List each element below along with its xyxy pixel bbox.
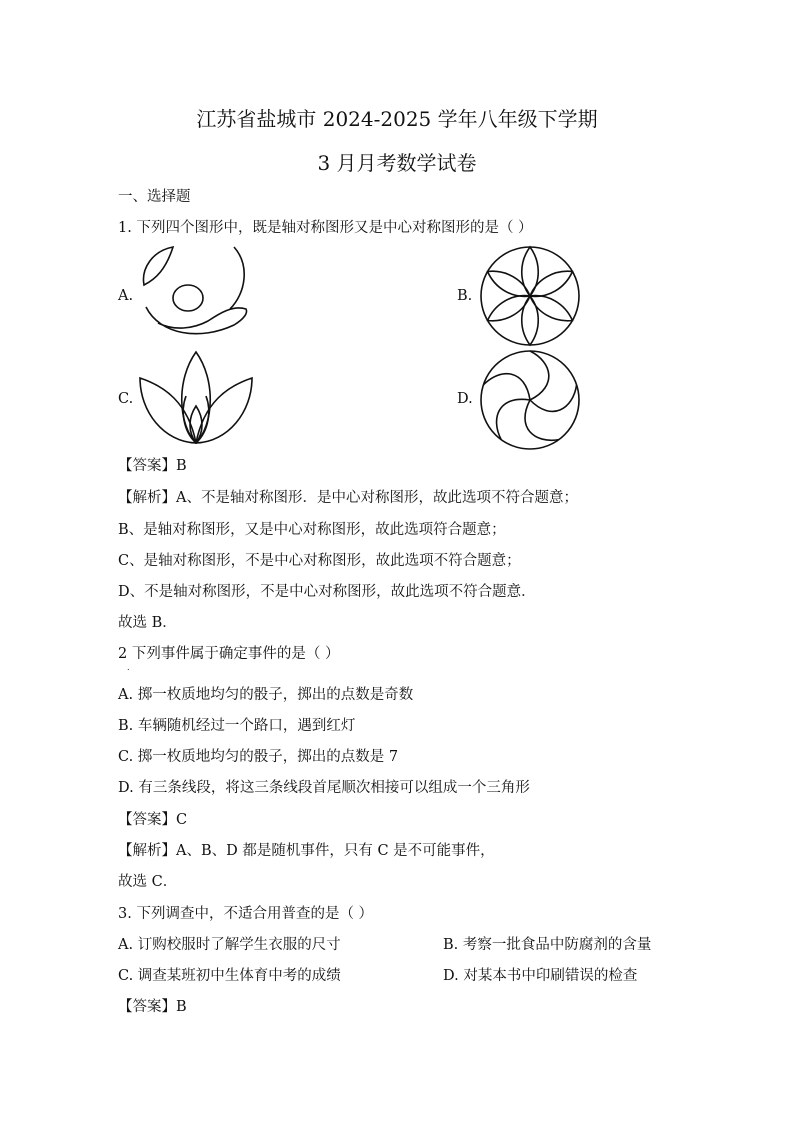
crescent-circle-figure (138, 245, 248, 345)
q1-label-b: B. (457, 288, 473, 304)
q2-option-c: C. 掷一枚质地均匀的骰子，掷出的点数是 7 (118, 749, 399, 765)
q1-conclusion: 故选 B． (118, 615, 177, 631)
q2-option-b: B. 车辆随机经过一个路口，遇到红灯 (118, 718, 356, 734)
q1-answer: 【答案】B (118, 458, 187, 474)
q1-analysis-line: B、是轴对称图形，又是中心对称图形，故此选项符合题意； (118, 522, 506, 538)
q2-option-a: A. 掷一枚质地均匀的骰子，掷出的点数是奇数 (118, 687, 414, 703)
q3-stem: 3. 下列调查中，不适合用普查的是（ ） (118, 906, 374, 922)
q2-answer: 【答案】C (118, 812, 188, 828)
q2-conclusion: 故选 C． (118, 874, 178, 890)
page-title-line2: 3 月月考数学试卷 (317, 151, 477, 175)
q2-stem: 2 下列事件属于确定事件的是（ ） (118, 646, 340, 662)
q1-stem: 1. 下列四个图形中，既是轴对称图形又是中心对称图形的是（ ） (118, 220, 533, 236)
q2-option-d: D. 有三条线段，将这三条线段首尾顺次相接可以组成一个三角形 (118, 780, 530, 796)
q3-answer: 【答案】B (118, 999, 187, 1015)
q3-option-b: B. 考察一批食品中防腐剂的含量 (443, 937, 652, 953)
q1-analysis-line: C、是轴对称图形，不是中心对称图形，故此选项不符合题意； (118, 553, 521, 569)
q3-option-d: D. 对某本书中印刷错误的检查 (443, 968, 638, 984)
page-title-line1: 江苏省盐城市 2024-2025 学年八年级下学期 (196, 107, 598, 131)
q1-label-c: C. (118, 391, 134, 407)
q1-analysis-line: 【解析】A、不是轴对称图形．是中心对称图形，故此选项不符合题意； (118, 490, 578, 506)
section-heading: 一、选择题 (118, 189, 191, 205)
q3-option-c: C. 调查某班初中生体育中考的成绩 (118, 968, 341, 984)
q1-label-a: A. (118, 288, 134, 304)
six-petal-flower-figure (478, 244, 582, 348)
pinwheel-circle-figure (478, 348, 582, 452)
q1-analysis-line: D、不是轴对称图形，不是中心对称图形，故此选项不符合题意． (118, 584, 536, 600)
q2-number-dot: . (127, 663, 130, 672)
lotus-figure (138, 350, 254, 446)
q2-analysis-line: 【解析】A、B、D 都是随机事件，只有 C 是不可能事件， (118, 843, 495, 859)
q1-label-d: D. (457, 391, 473, 407)
q3-option-a: A. 订购校服时了解学生衣服的尺寸 (118, 937, 341, 953)
